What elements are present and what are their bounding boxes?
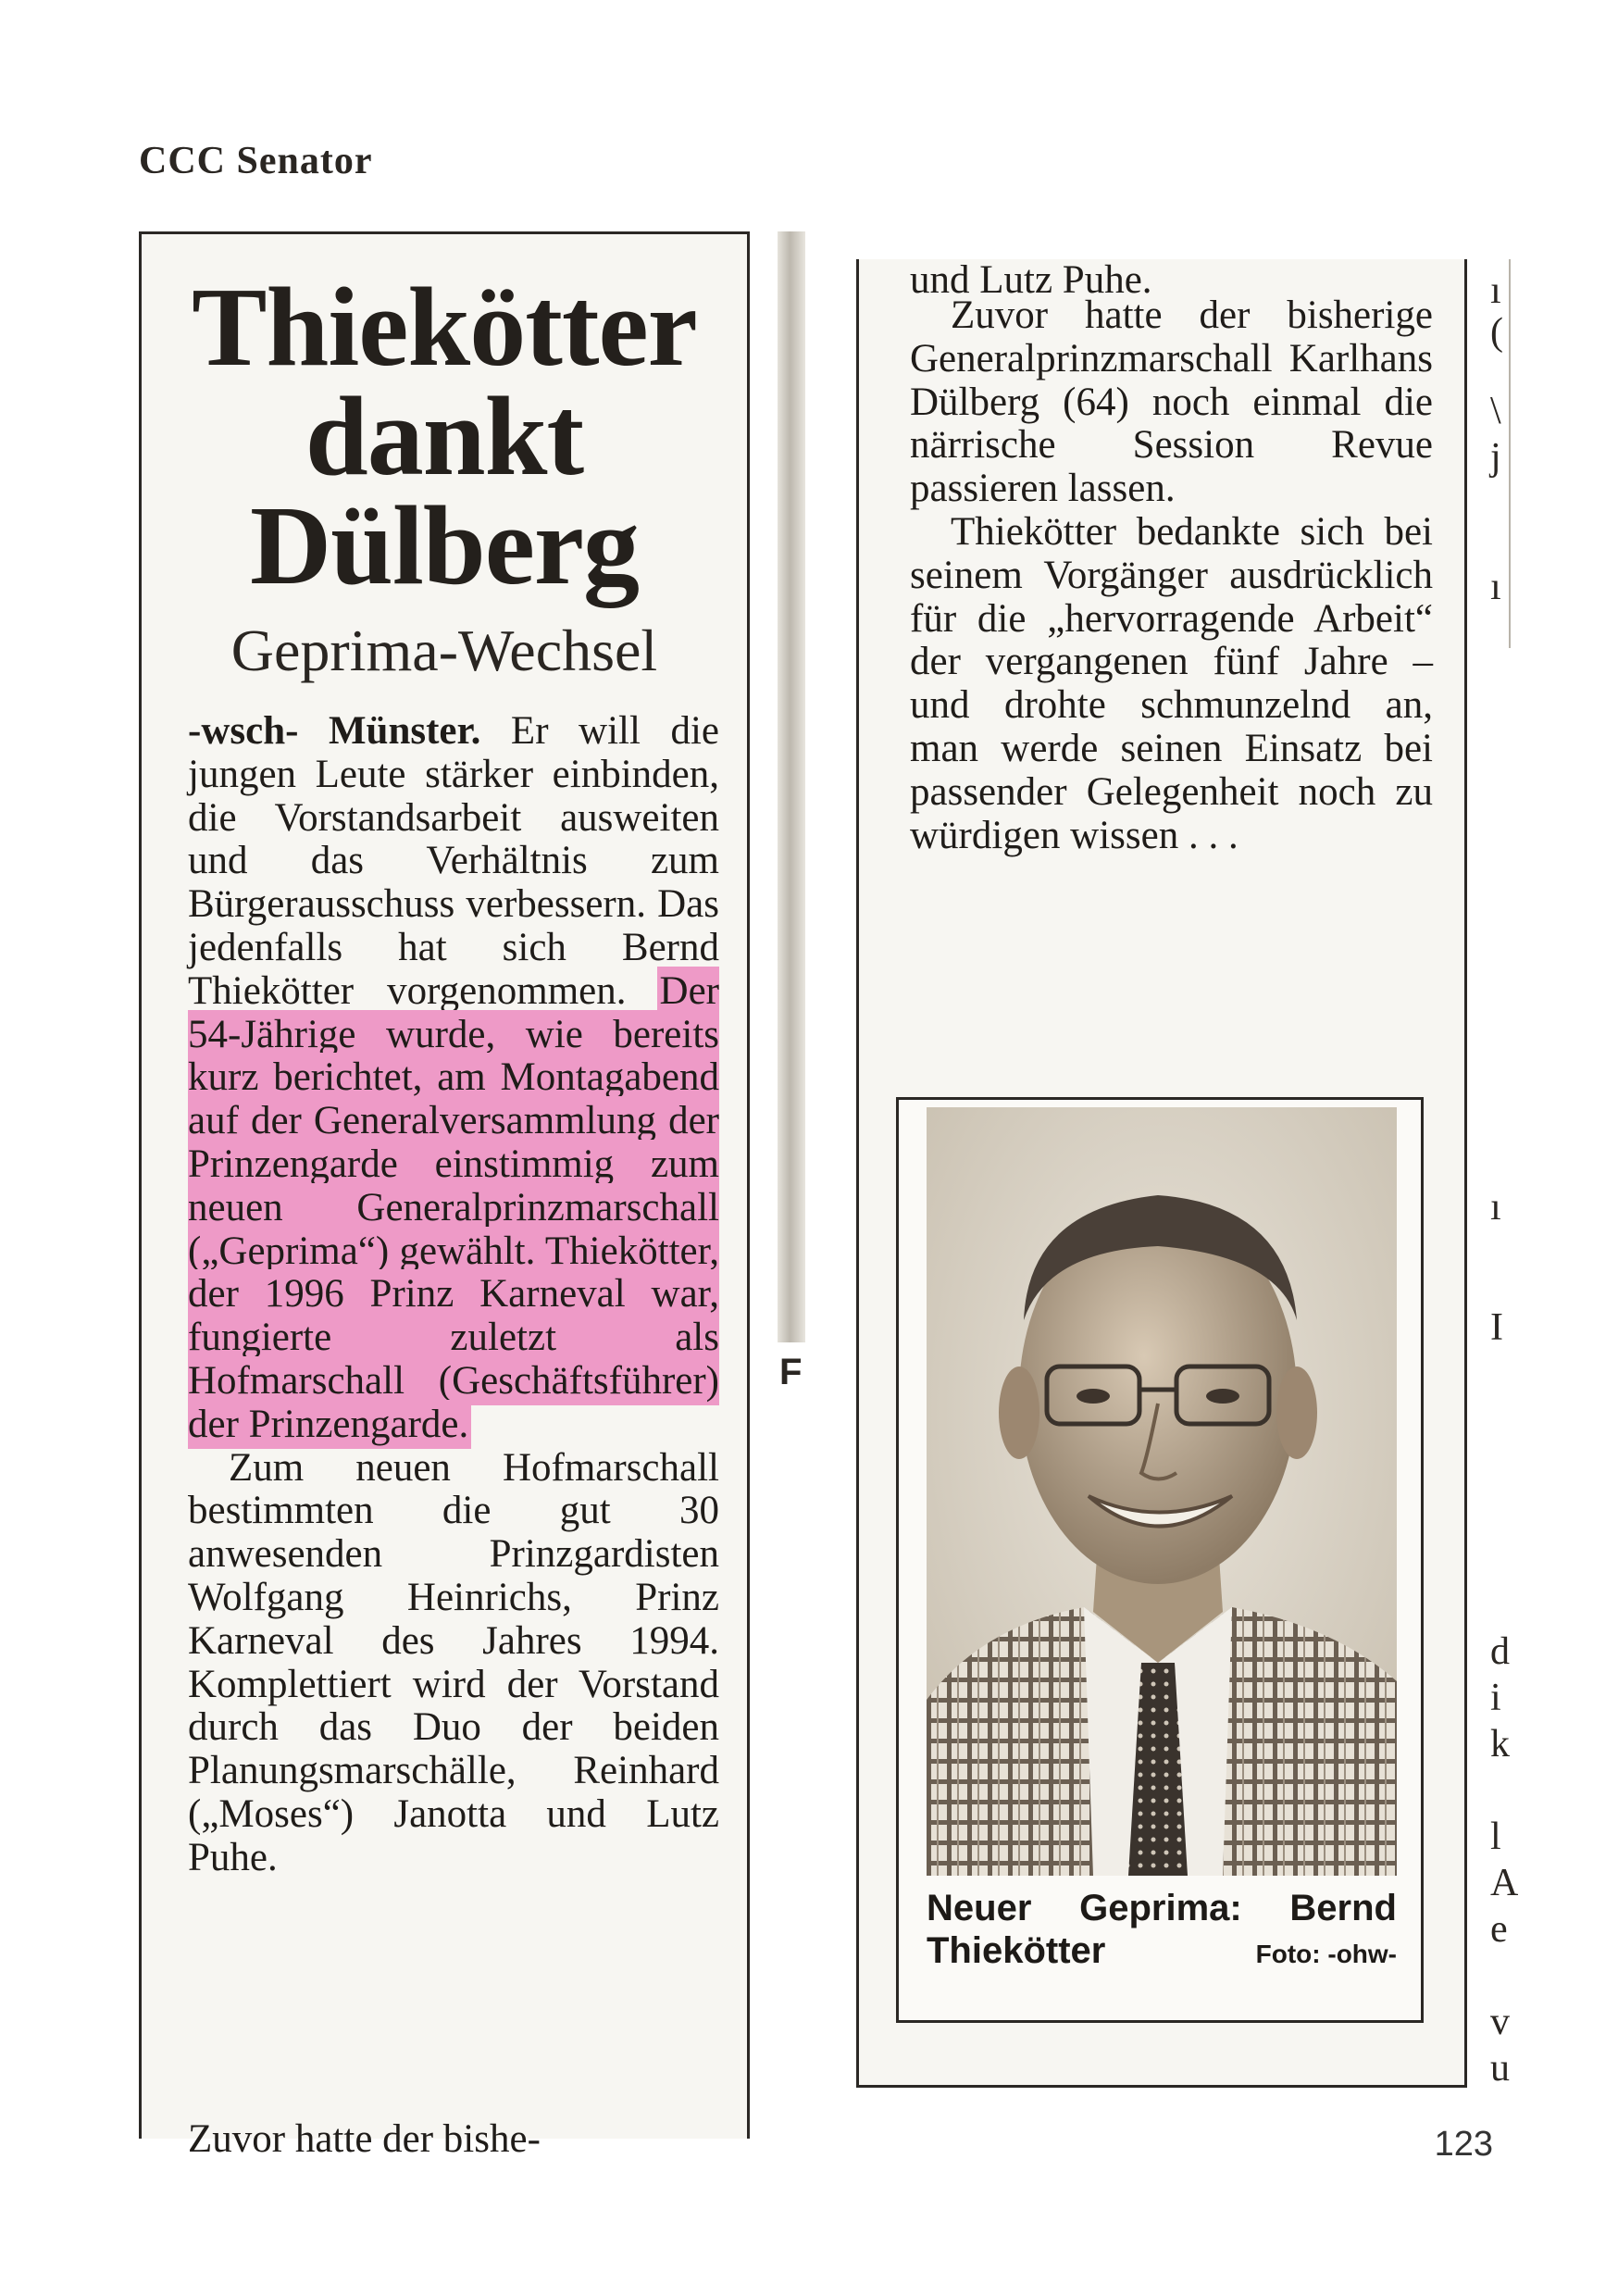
highlighted-passage: Der 54-Jährige wurde, wie bereits kurz berichtet, am Montagabend auf der Generalversammlung der Prinzengarde einstimmig zum neuen Generalprinzmarschall („Geprima“) gewählt. Thiekötter, der 1996 Prinz Karneval war, fungierte zuletzt als Hofmarschall (Geschäftsführer) der Prinzengarde. bbox=[188, 968, 719, 1446]
fragment: I bbox=[1490, 1306, 1503, 1349]
neighbor-clipping-strip bbox=[778, 231, 805, 1342]
page-number: 123 bbox=[1434, 2125, 1493, 2164]
fragment: ( bbox=[1490, 311, 1503, 354]
fragment: u bbox=[1490, 2047, 1510, 2090]
fragment: A bbox=[1490, 1862, 1519, 1904]
paragraph-2: Zum neuen Hofmarschall bestimmten die gut 30 anwesenden Prinzgardisten Wolfgang Heinrichs, Prinz Karneval des Jahres 1994. Komplettiert wird der Vorstand durch das Duo der beiden Planungsmarschälle, Reinhard („Moses“) Janotta und Lutz Puhe. bbox=[188, 1445, 719, 1879]
photo-box bbox=[896, 1097, 1424, 2023]
paragraph-4: Thiekötter bedankte sich bei seinem Vorgänger ausdrücklich für die „hervorragende Arbeit“ der vergangenen fünf Jahre – und drohte schmunzelnd an, man werde seinen Einsatz bei passender Gelegenheit noch zu würdigen wissen . . . bbox=[910, 509, 1433, 857]
portrait-photo bbox=[927, 1107, 1397, 1876]
fragment: j bbox=[1490, 436, 1501, 479]
caption-word-1: Neuer bbox=[927, 1888, 1032, 1928]
fragment: l bbox=[1490, 1816, 1501, 1858]
page-header: CCC Senator bbox=[139, 140, 373, 182]
caption-word-2: Geprima: bbox=[1079, 1888, 1242, 1928]
article-body-left bbox=[188, 710, 719, 1880]
paragraph-1 bbox=[188, 710, 719, 1447]
headline bbox=[142, 265, 747, 608]
headline-line-1: Thiekötter bbox=[192, 265, 697, 390]
neighbor-fragment-letter: F bbox=[779, 1352, 803, 1392]
article-clipping-left bbox=[139, 231, 750, 2161]
fragment: ı bbox=[1490, 1186, 1501, 1229]
subheadline: Geprima-Wechsel bbox=[230, 618, 658, 683]
photo-caption bbox=[927, 1887, 1397, 1976]
cut-off-line: Zuvor hatte der bishe- bbox=[188, 2117, 541, 2161]
fragment: i bbox=[1490, 1677, 1501, 1719]
headline-line-3: Dülberg bbox=[250, 483, 639, 608]
caption-word-3: Bernd bbox=[1289, 1888, 1397, 1928]
portrait-illustration bbox=[927, 1107, 1397, 1876]
caption-word-4: Thiekötter bbox=[927, 1930, 1106, 1971]
cut-off-line-top: und Lutz Puhe. bbox=[910, 258, 1152, 302]
fragment: ı bbox=[1490, 566, 1501, 608]
fragment: e bbox=[1490, 1908, 1508, 1951]
article-body-right bbox=[910, 294, 1433, 857]
photo-credit: Foto: -ohw- bbox=[1255, 1940, 1397, 1968]
fragment: ı bbox=[1490, 269, 1501, 312]
headline-line-2: dankt bbox=[305, 374, 584, 499]
neighbor-column-fragments bbox=[1490, 259, 1527, 2090]
fragment: \ bbox=[1490, 390, 1501, 432]
article-clipping-right bbox=[856, 259, 1467, 2088]
fragment: v bbox=[1490, 2001, 1510, 2043]
fragment: k bbox=[1490, 1723, 1510, 1766]
paragraph-3: Zuvor hatte der bisherige Generalprinzmarschall Karlhans Dülberg (64) noch einmal die närrische Session Revue passieren lassen. bbox=[910, 293, 1433, 511]
fragment: d bbox=[1490, 1630, 1510, 1673]
paragraph-1-intro: Er will die jungen Leute stärker einbinden, die Vorstandsarbeit ausweiten und das Verhältnis zum Bürgerausschuss verbessern. Das jedenfalls hat sich Bernd Thiekötter vorgenommen. bbox=[188, 709, 719, 1013]
dateline: -wsch- Münster. bbox=[188, 709, 481, 753]
